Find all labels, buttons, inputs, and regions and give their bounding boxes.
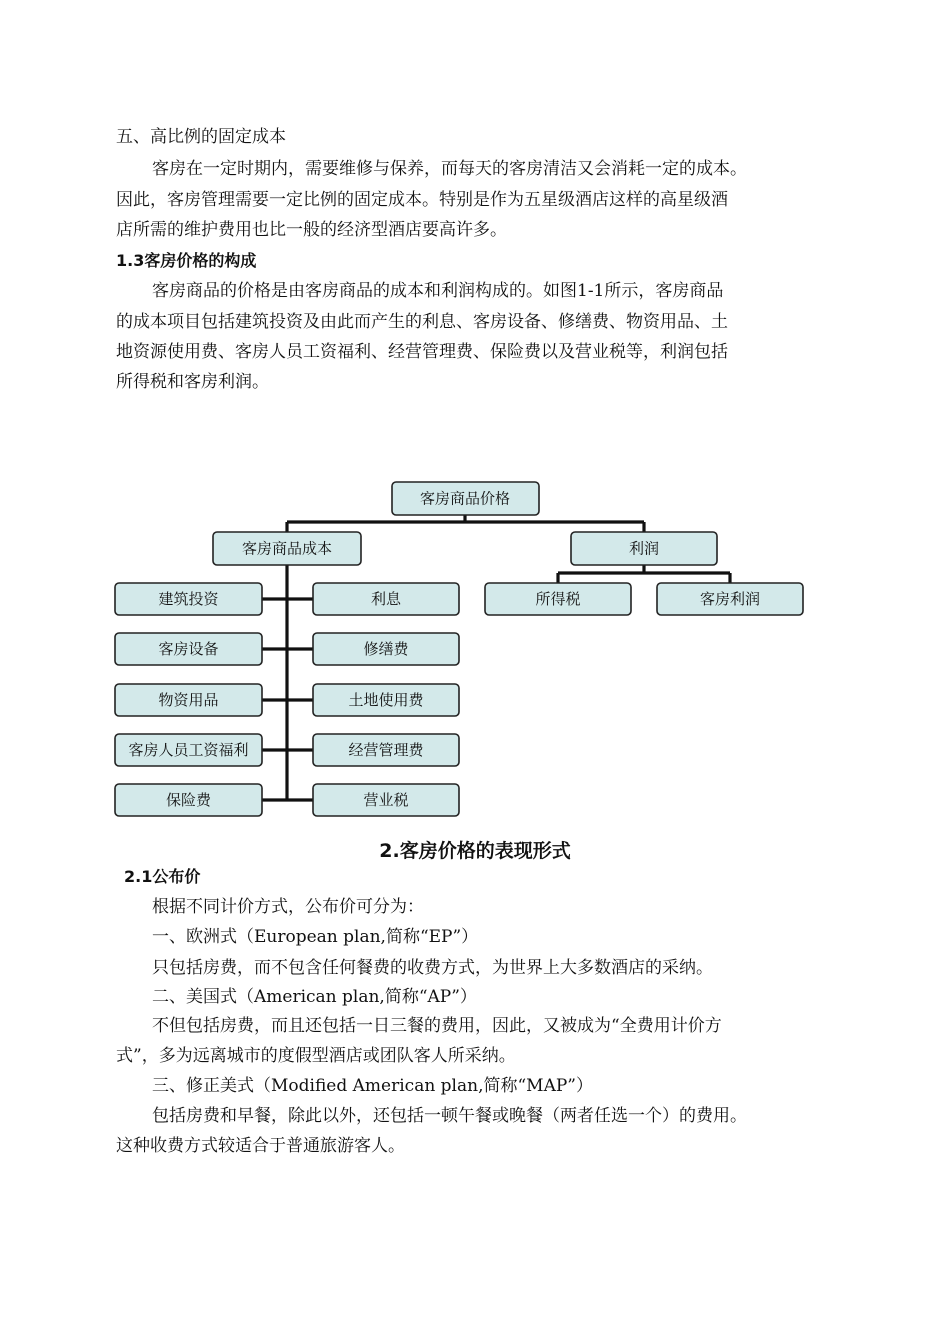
diagram-node-profit-item: [485, 583, 631, 615]
diagram-node-cost-item: [313, 583, 459, 615]
node-label: 客房利润: [699, 590, 761, 608]
paragraph-line: 一、欧洲式（European plan,简称“EP”）: [152, 927, 479, 947]
node-label: 土地使用费: [348, 691, 424, 709]
node-label: 物资用品: [158, 691, 219, 709]
paragraph-line: 所得税和客房利润。: [116, 372, 269, 392]
diagram-node-profit: [571, 532, 717, 565]
paragraph-line: 这种收费方式较适合于普通旅游客人。: [116, 1136, 405, 1156]
diagram-node-profit-item: [657, 583, 803, 615]
node-label: 修缮费: [363, 640, 409, 658]
paragraph-line: 二、美国式（American plan,简称“AP”）: [152, 987, 477, 1007]
node-label: 客房商品成本: [241, 539, 333, 558]
diagram-node-cost-item: [115, 583, 262, 615]
diagram-node-cost-item: [313, 684, 459, 716]
paragraph-line: 客房商品的价格是由客房商品的成本和利润构成的。如图1-1所示，客房商品: [152, 281, 724, 301]
diagram-node-cost: [213, 532, 361, 565]
paragraph-line: 包括房费和早餐，除此以外，还包括一顿午餐或晚餐（两者任选一个）的费用。: [152, 1106, 747, 1126]
node-label: 保险费: [165, 791, 212, 809]
paragraph-line: 根据不同计价方式，公布价可分为：: [152, 897, 424, 917]
paragraph-line: 的成本项目包括建筑投资及由此而产生的利息、客房设备、修缮费、物资用品、土: [116, 312, 728, 332]
node-label: 客房商品价格: [419, 489, 511, 508]
paragraph-line: 只包括房费，而不包含任何餐费的收费方式，为世界上大多数酒店的采纳。: [152, 958, 713, 978]
paragraph-line: 地资源使用费、客房人员工资福利、经营管理费、保险费以及营业税等，利润包括: [116, 342, 728, 362]
paragraph-line: 式”，多为远离城市的度假型酒店或团队客人所采纳。: [116, 1046, 516, 1066]
diagram-node-root: [392, 482, 539, 515]
paragraph-line: 店所需的维护费用也比一般的经济型酒店要高许多。: [116, 220, 507, 240]
node-label: 利息: [370, 590, 402, 608]
node-label: 客房人员工资福利: [128, 741, 249, 759]
paragraph-line: 三、修正美式（Modified American plan,简称“MAP”）: [152, 1076, 593, 1096]
subsection-heading: 2.1公布价: [124, 867, 201, 886]
paragraph-line: 客房在一定时期内，需要维修与保养，而每天的客房清洁又会消耗一定的成本。: [152, 159, 747, 179]
node-label: 所得税: [535, 590, 581, 608]
diagram-node-cost-item: [115, 784, 262, 816]
node-label: 客房设备: [158, 640, 219, 658]
subsection-heading: 1.3客房价格的构成: [116, 251, 257, 270]
section-heading: 五、高比例的固定成本: [116, 127, 286, 147]
diagram-node-cost-item: [313, 784, 459, 816]
paragraph-line: 因此，客房管理需要一定比例的固定成本。特别是作为五星级酒店这样的高星级酒: [116, 190, 728, 210]
node-label: 营业税: [363, 791, 409, 809]
diagram-node-cost-item: [313, 633, 459, 665]
diagram-node-cost-item: [115, 684, 262, 716]
node-label: 利润: [628, 539, 660, 558]
price-structure-diagram: [0, 470, 950, 830]
diagram-node-cost-item: [115, 734, 262, 766]
paragraph-line: 不但包括房费，而且还包括一日三餐的费用，因此，又被成为“全费用计价方: [152, 1016, 722, 1036]
diagram-node-cost-item: [313, 734, 459, 766]
section-title: 2.客房价格的表现形式: [379, 840, 571, 862]
node-label: 经营管理费: [348, 741, 424, 759]
node-label: 建筑投资: [158, 590, 219, 608]
diagram-node-cost-item: [115, 633, 262, 665]
